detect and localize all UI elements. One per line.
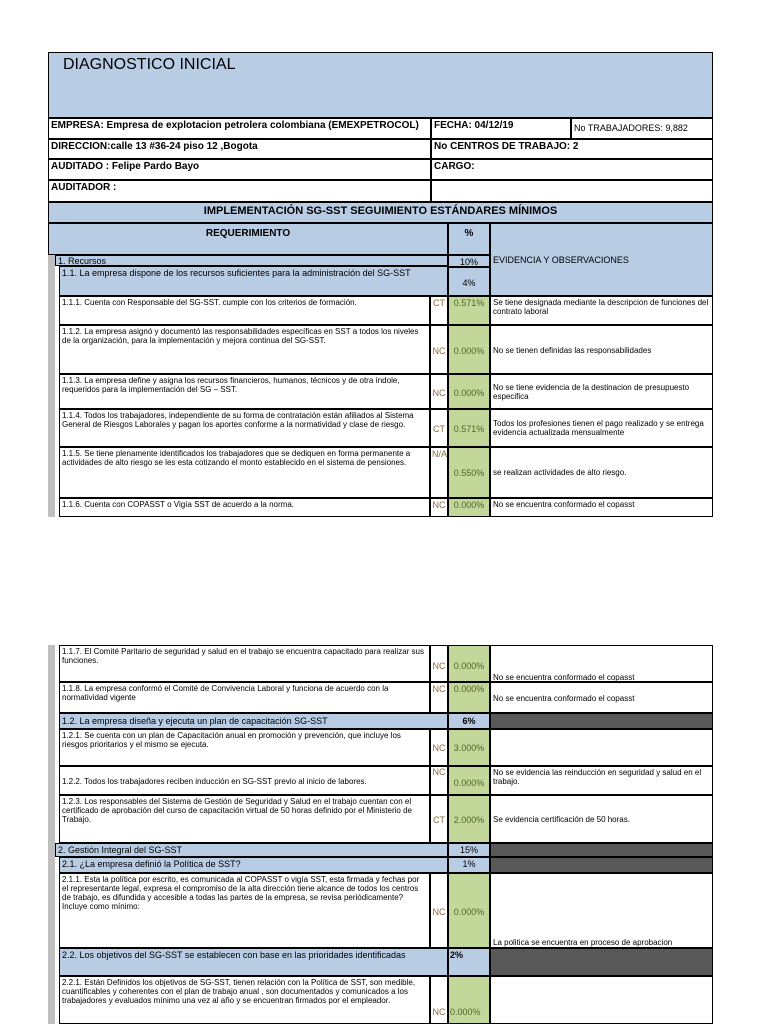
subsection-2-1-dark [490,857,713,873]
percent-header: % [448,223,490,255]
row-observation: Se tiene designada mediante la descripcion de funciones del contrato laboral [490,296,713,325]
status-code: NC [430,498,448,517]
table-row-req: 1.1.6. Cuenta con COPASST o Vigía SST de acuerdo a la norma. [59,498,430,517]
status-code: CT [430,409,448,447]
empresa-cell: EMPRESA: Empresa de explotacion petrolera colombiana (EMEXPETROCOL) [48,118,431,139]
table-row-req: 2.2.1. Están Definidos los objetivos de SG-SST, tienen relación con la Política de SST, son medible, cuantificables y coherentes con el plan de trabajo anual , son documentados y comunicados a los trabajadores y evaluados mínimo una vez al año y se encuentran firmados por el empleador. [59,976,430,1024]
auditado-cell: AUDITADO : Felipe Pardo Bayo [48,159,431,180]
table-row-req: 1.1.3. La empresa define y asigna los recursos financieros, humanos, técnicos y de otra índole, requeridos para la implementación del SG – SST. [59,374,430,409]
status-code: NC [430,873,448,948]
row-observation: No se tienen definidas las responsabilidades [490,325,713,374]
row-observation: No se evidencia las reinducción en seguridad y salud en el trabajo. [490,766,713,795]
row-pct: 0.000% [448,645,490,682]
row-pct: 3.000% [448,729,490,766]
status-code: NC [430,682,448,713]
row-observation: No se encuentra conformado el copasst [490,498,713,517]
subsection-1-1-pct: 4% [448,267,490,296]
gestion-label: 2. Gestión Integral del SG-SST [55,843,448,857]
subsection-2-2-pct: 2% [448,948,490,976]
status-code: N/A [430,447,448,498]
status-code: NC [430,645,448,682]
recursos-label: 1. Recursos [55,255,448,266]
recursos-pct: 10% [448,255,490,267]
section-title: IMPLEMENTACIÓN SG-SST SEGUIMIENTO ESTÁNDARES MÍNIMOS [48,202,713,223]
cargo-cell: CARGO: [431,159,713,180]
row-pct: 0.000% [448,374,490,409]
auditador-value-cell [431,180,713,202]
row-pct: 0.550% [448,447,490,498]
row-observation [490,976,713,1024]
status-code: NC [430,374,448,409]
row-observation: La politica se encuentra en proceso de aprobacion [490,873,713,948]
subsection-2-2-dark [490,948,713,976]
subsection-1-1-label: 1.1. La empresa dispone de los recursos suficientes para la administración del SG-SST [59,266,448,296]
auditador-cell: AUDITADOR : [48,180,431,202]
direccion-cell: DIRECCION:calle 13 #36-24 piso 12 ,Bogota [48,139,431,159]
row-pct: 0.000% [448,766,490,795]
gestion-dark [490,843,713,857]
row-observation: No se encuentra conformado el copasst [490,682,713,713]
left-gutter [48,255,55,517]
status-code: CT [430,296,448,325]
requerimiento-header: REQUERIMIENTO [48,223,448,255]
gestion-pct: 15% [448,843,490,857]
row-observation: Se evidencia certificación de 50 horas. [490,795,713,843]
page-title: DIAGNOSTICO INICIAL [63,56,236,73]
row-observation [490,729,713,766]
centros-cell: No CENTROS DE TRABAJO: 2 [431,139,713,159]
status-code: NC [430,976,448,1024]
table-row-req: 1.2.1. Se cuenta con un plan de Capacitación anual en promoción y prevención, que incluye los riesgos prioritarios y el mismo se ejecuta. [59,729,430,766]
row-pct: 0.000% [448,498,490,517]
table-row-req: 1.2.2. Todos los trabajadores reciben inducción en SG-SST previo al inicio de labores. [59,766,430,795]
table-row-req: 1.1.7. El Comité Paritario de seguridad y salud en el trabajo se encuentra capacitado para realizar sus funciones. [59,645,430,682]
table-row-req: 1.1.4. Todos los trabajadores, independiente de su forma de contratación están afiliados al Sistema General de Riesgos Laborales y pagan los aportes conforme a la normatividad y clase de riesgo. [59,409,430,447]
status-code: NC [430,325,448,374]
table-row-req: 1.1.8. La empresa conformó el Comité de Convivencia Laboral y funciona de acuerdo con la normatividad vigente [59,682,430,713]
status-code: CT [430,795,448,843]
table-row-req: 1.1.1. Cuenta con Responsable del SG-SST. cumple con los criterios de formación. [59,296,430,325]
trabajadores-cell: No TRABAJADORES: 9,882 [571,118,713,139]
row-observation: No se tiene evidencia de la destinacion de presupuesto especifica [490,374,713,409]
row-pct: 0.571% [448,409,490,447]
row-pct: 0.000% [448,873,490,948]
title-block [48,52,713,118]
row-observation: Todos los profesiones tienen el pago realizado y se entrega evidencia actualizada mensualmente [490,409,713,447]
table-row-req: 1.2.3. Los responsables del Sistema de Gestión de Seguridad y Salud en el trabajo cuentan con el certificado de aprobación del curso de capacitación virtual de 50 horas definido por el Ministerio de Trabajo. [59,795,430,843]
table-row-req: 1.1.2. La empresa asignó y documentó las responsabilidades específicas en SST a todos los niveles de la organización, para la implementación y mejora continua del SG-SST. [59,325,430,374]
subsection-2-1-label: 2.1. ¿La empresa definió la Política de SST? [59,857,448,873]
subsection-1-2-dark [490,713,713,729]
table-row-req: 1.1.5. Se tiene plenamente identificados los trabajadores que se dediquen en forma permanente a actividades de alto riesgo se les esta cotizando el monto establecido en el sistema de pensiones. [59,447,430,498]
table-row-req: 2.1.1. Esta la política por escrito, es comunicada al COPASST o vigía SST, esta firmada y fechas por el representante legal, expresa el compromiso de la alta dirección tiene alcance de todos los centros de trabajo, es difundida y accesible a todas las partes de la empresa, se revisa periódicamente? Incluye como mínimo: [59,873,430,948]
subsection-1-2-label: 1.2. La empresa diseña y ejecuta un plan de capacitación SG-SST [59,713,448,729]
row-pct: 0.571% [448,296,490,325]
fecha-cell: FECHA: 04/12/19 [431,118,571,139]
row-pct: 0.000% [448,325,490,374]
row-pct: 0.000% [448,682,490,713]
subsection-2-1-pct: 1% [448,857,490,873]
row-pct: 0.000% [448,976,490,1024]
row-observation: No se encuentra conformado el copasst [490,645,713,682]
status-code: NC [430,766,448,795]
row-observation: se realizan actividades de alto riesgo. [490,447,713,498]
left-gutter [48,645,55,1024]
subsection-1-2-pct: 6% [448,713,490,729]
status-code: NC [430,729,448,766]
row-pct: 2.000% [448,795,490,843]
subsection-2-2-label: 2.2. Los objetivos del SG-SST se establecen con base en las prioridades identificadas [59,948,448,976]
evidencia-header: EVIDENCIA Y OBSERVACIONES [490,223,713,296]
